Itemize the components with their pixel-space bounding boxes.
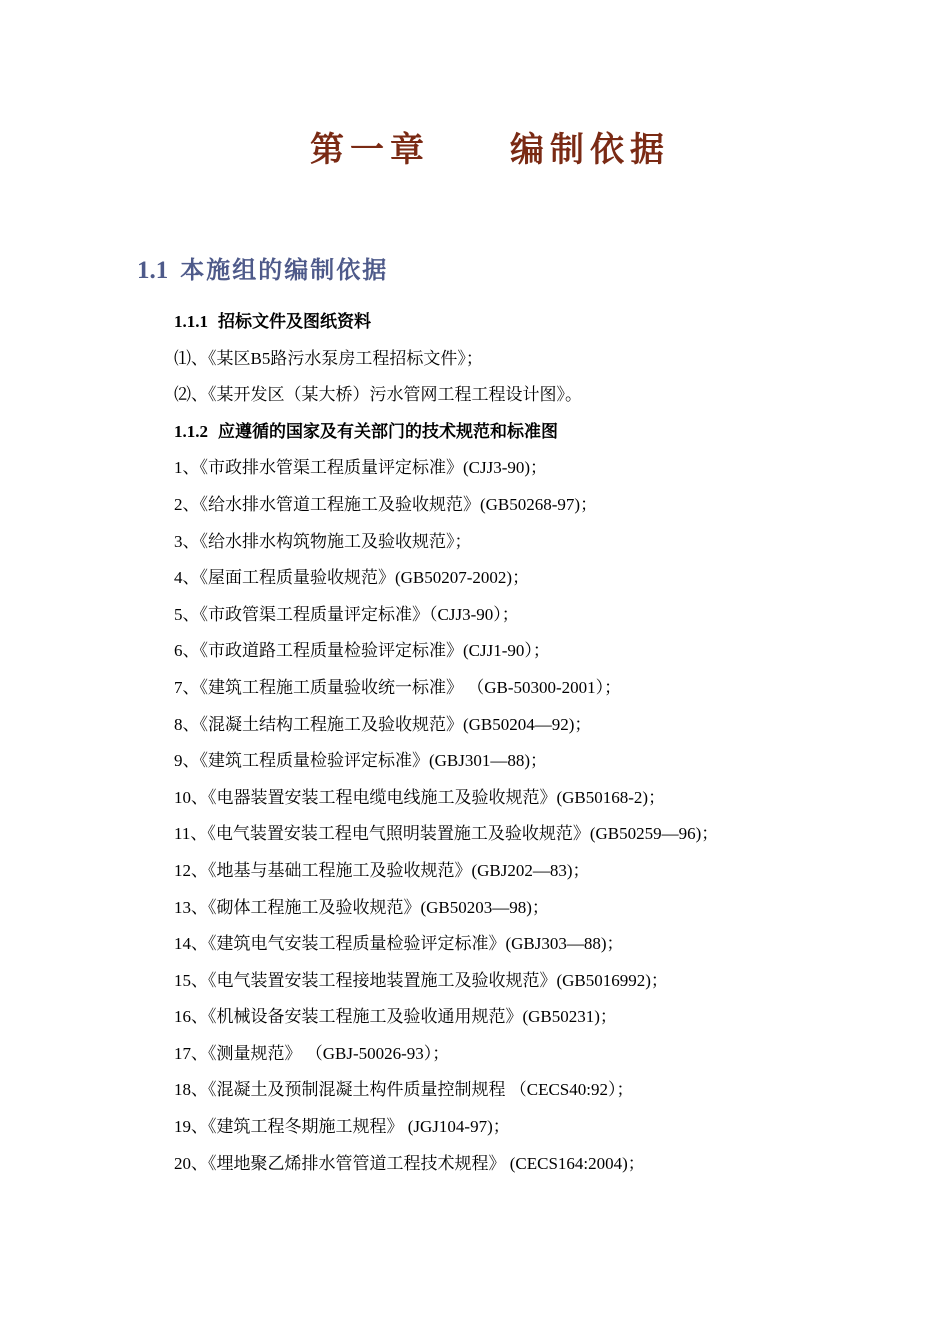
- list-item: 18、《混凝土及预制混凝土构件质量控制规程 （CECS40:92）；: [174, 1080, 634, 1100]
- section-title: 本施组的编制依据: [180, 255, 389, 284]
- section-number: 1.1: [137, 257, 169, 284]
- list-item: 10、《电器装置安装工程电缆电线施工及验收规范》(GB50168-2)；: [174, 787, 666, 807]
- chapter-number: 第一章: [310, 130, 430, 170]
- list-item: 11、《电气装置安装工程电气照明装置施工及验收规范》(GB50259—96)；: [174, 824, 719, 844]
- list-item: 12、《地基与基础工程施工及验收规范》(GBJ202—83)；: [174, 860, 590, 880]
- list-item: 14、《建筑电气安装工程质量检验评定标准》(GBJ303—88)；: [174, 934, 624, 954]
- subsection-title: 应遵循的国家及有关部门的技术规范和标准图: [218, 421, 558, 441]
- list-item: 7、《建筑工程施工质量验收统一标准》 （GB-50300-2001）；: [174, 677, 622, 697]
- subsection-number: 1.1.1: [174, 312, 208, 331]
- chapter-title: [0, 122, 950, 171]
- subsection-heading-2: [174, 414, 914, 451]
- list-item: 1、《市政排水管渠工程质量评定标准》(CJJ3-90)；: [174, 458, 548, 478]
- chapter-name: 编制依据: [510, 130, 670, 170]
- list-item: ⑵、《某开发区（某大桥）污水管网工程工程设计图》。: [174, 385, 582, 405]
- list-item: 19、《建筑工程冬期施工规程》 (JGJ104-97)；: [174, 1117, 510, 1137]
- list-item: 6、《市政道路工程质量检验评定标准》(CJJ1-90）；: [174, 641, 550, 661]
- list-item: 4、《屋面工程质量验收规范》(GB50207-2002)；: [174, 568, 530, 588]
- list-item: 20、《埋地聚乙烯排水管管道工程技术规程》 (CECS164:2004)；: [174, 1153, 645, 1173]
- list-item: 5、《市政管渠工程质量评定标准》（CJJ3-90）；: [174, 604, 519, 624]
- list-item: 17、《测量规范》 （GBJ-50026-93）；: [174, 1043, 450, 1063]
- list-item: 13、《砌体工程施工及验收规范》(GB50203—98)；: [174, 897, 549, 917]
- subsection-number: 1.1.2: [174, 421, 208, 441]
- list-item: 9、《建筑工程质量检验评定标准》(GBJ301—88)；: [174, 751, 548, 771]
- list-item: 16、《机械设备安装工程施工及验收通用规范》(GB50231)；: [174, 1007, 617, 1027]
- list-item: 3、《给水排水构筑物施工及验收规范》；: [174, 531, 472, 551]
- list-item: 2、《给水排水管道工程施工及验收规范》(GB50268-97)；: [174, 494, 598, 514]
- list-item: 8、《混凝土结构工程施工及验收规范》(GB50204—92)；: [174, 714, 592, 734]
- subsection-heading-1: [174, 304, 914, 341]
- document-body: [174, 304, 914, 1182]
- list-item: ⑴、《某区B5路污水泵房工程招标文件》；: [174, 348, 483, 368]
- subsection-title: 招标文件及图纸资料: [218, 312, 371, 331]
- list-item: 15、《电气装置安装工程接地装置施工及验收规范》(GB5016992)；: [174, 970, 668, 990]
- section-heading: [137, 250, 388, 285]
